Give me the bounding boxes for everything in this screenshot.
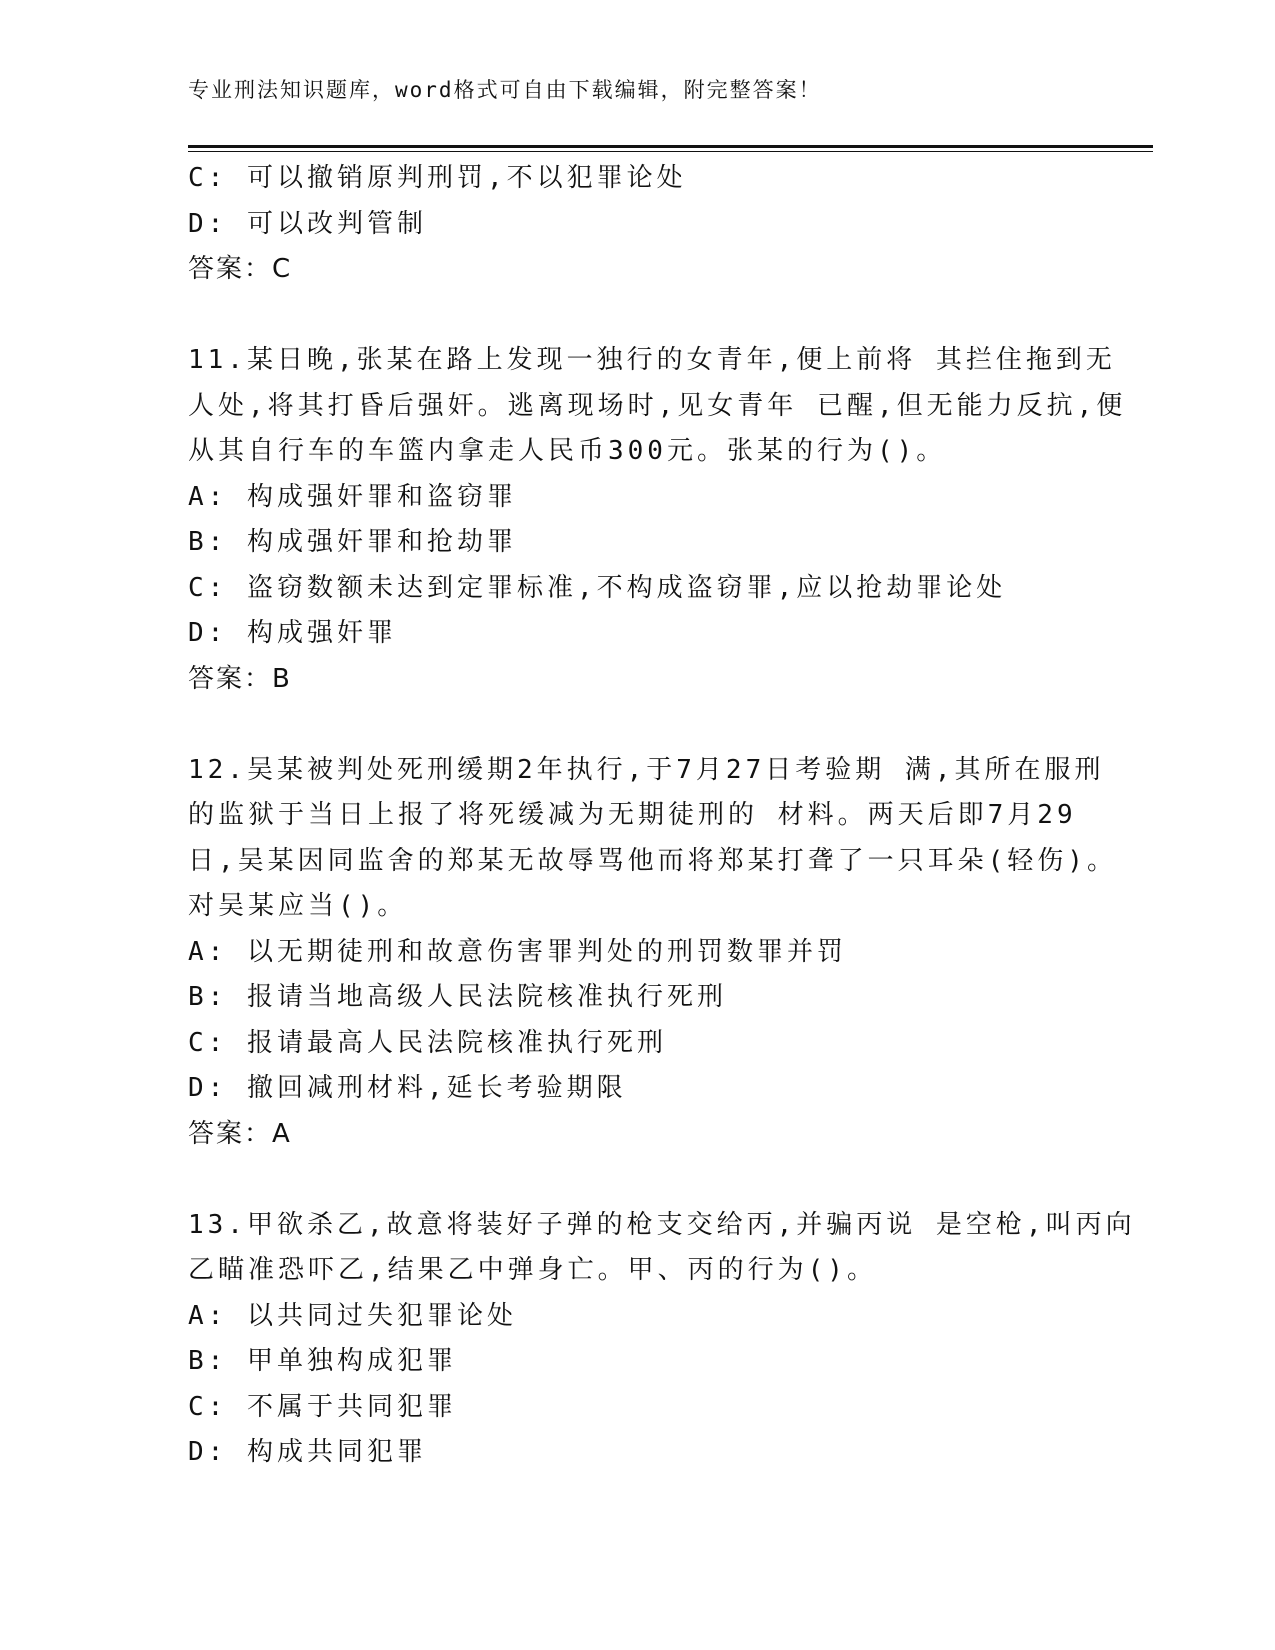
question-13 [188,1203,1136,1476]
option-a: A: 构成强奸罪和盗窃罪 [188,481,517,512]
question-content [188,156,1136,1476]
prev-question-block [188,156,1088,293]
option-a: A: 以共同过失犯罪论处 [188,1300,517,1331]
question-stem-line: 的监狱于当日上报了将死缓减为无期徒刑的 材料。两天后即7月29 [188,800,1077,830]
question-stem-line: 人处,将其打昏后强奸。逃离现场时,见女青年 已醒,但无能力反抗,便 [188,390,1127,421]
option-b: B: 报请当地高级人民法院核准执行死刑 [188,982,727,1012]
option-d: D: 撤回减刑材料,延长考验期限 [188,1073,627,1103]
option-a: A: 以无期徒刑和故意伤害罪判处的刑罚数罪并罚 [188,936,847,967]
option-b: B: 构成强奸罪和抢劫罪 [188,527,517,557]
option-d: D: 构成强奸罪 [188,618,397,648]
header-rule-thick [188,145,1153,148]
option-c: C: 报请最高人民法院核准执行死刑 [188,1027,667,1058]
question-11 [188,338,1127,702]
spacer [188,702,1088,748]
answer-label: 答案：A [188,1118,292,1149]
question-stem-line: 从其自行车的车篮内拿走人民币300元。张某的行为()。 [188,436,947,466]
spacer [188,293,1088,339]
option-d: D: 构成共同犯罪 [188,1437,427,1467]
question-stem-line: 13.甲欲杀乙,故意将装好子弹的枪支交给丙,并骗丙说 是空枪,叫丙向 [188,1209,1136,1240]
option-c: C: 盗窃数额未达到定罪标准,不构成盗窃罪,应以抢劫罪论处 [188,572,1007,603]
question-stem-line: 乙瞄准恐吓乙,结果乙中弹身亡。甲、丙的行为()。 [188,1255,877,1285]
question-stem-line: 12.吴某被判处死刑缓期2年执行,于7月27日考验期 满,其所在服刑 [188,754,1105,785]
page-header: 专业刑法知识题库，word格式可自由下载编辑，附完整答案！ [188,78,822,102]
header-rule-thin [188,151,1153,152]
question-12 [188,748,1117,1158]
option-d: D: 可以改判管制 [188,208,427,239]
option-c: C: 不属于共同犯罪 [188,1391,457,1422]
option-c: C: 可以撤销原判刑罚,不以犯罪论处 [188,163,687,193]
question-stem-line: 日,吴某因同监舍的郑某无故辱骂他而将郑某打聋了一只耳朵(轻伤)。 [188,845,1117,876]
option-b: B: 甲单独构成犯罪 [188,1346,457,1376]
answer-label: 答案：C [188,254,293,284]
answer-label: 答案：B [188,663,292,694]
question-stem-line: 对吴某应当()。 [188,891,408,921]
question-stem-line: 11.某日晚,张某在路上发现一独行的女青年,便上前将 其拦住拖到无 [188,345,1116,375]
spacer [188,1157,1088,1203]
